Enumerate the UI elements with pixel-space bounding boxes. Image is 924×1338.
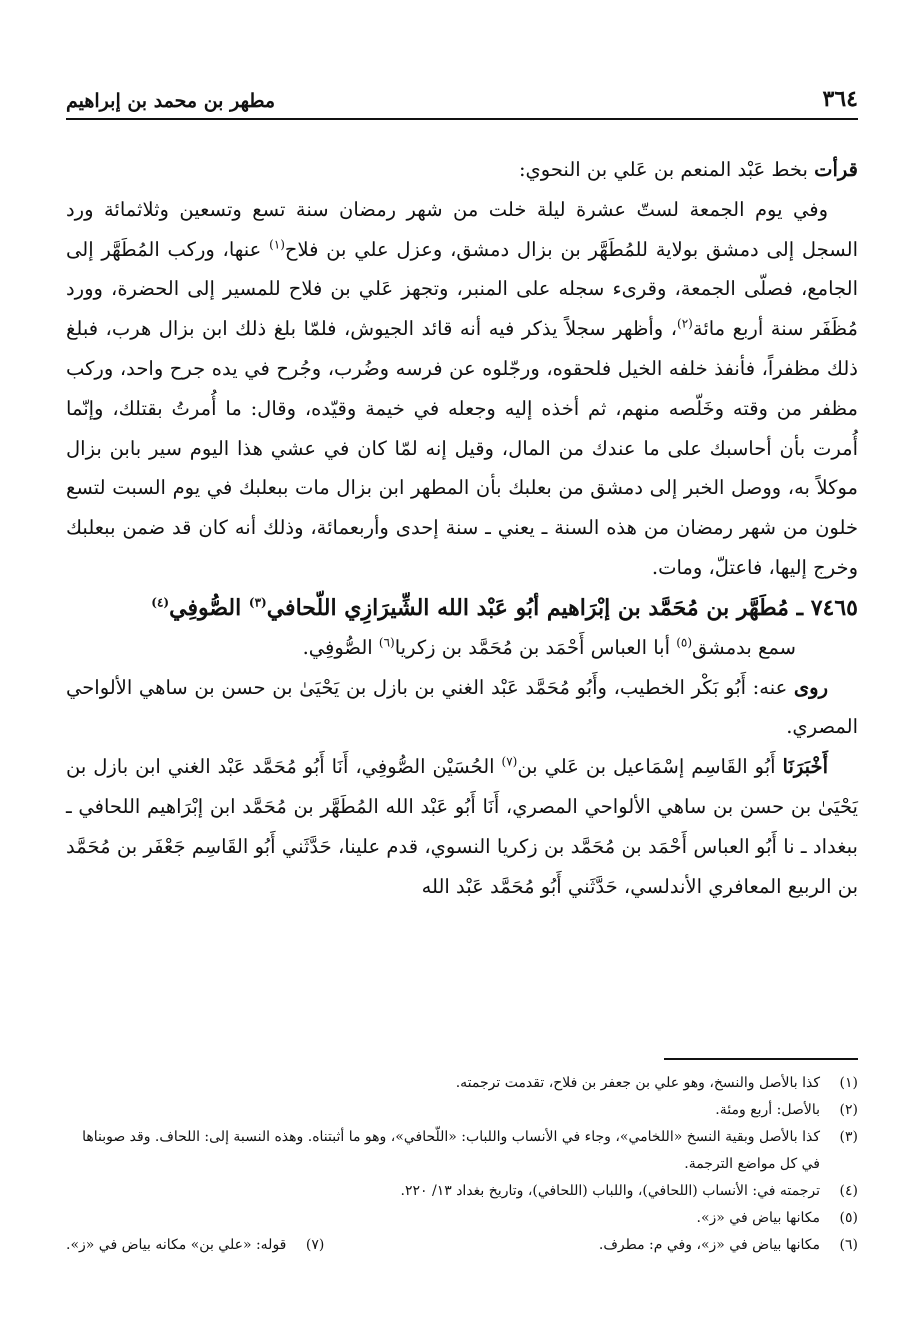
footnote xyxy=(66,1232,324,1259)
footnote-number: (٥) xyxy=(839,1210,858,1226)
footnote-text: كذا بالأصل وبقية النسخ «اللخامي»، وجاء في الأنساب واللباب: «اللّحافي»، وهو ما أثبتناه. وهذه النسبة إلى: اللحاف. وقد صوبناها في كل مواضع الترجمة. xyxy=(82,1129,820,1172)
footnote xyxy=(66,1097,858,1124)
entry-sub-text-3: الصُّوفِي. xyxy=(302,635,379,659)
footnote-text: بالأصل: أربع ومئة. xyxy=(715,1102,820,1118)
intro-text: بخط عَبْد المنعم بن عَلي بن النحوي: xyxy=(518,158,815,181)
footnote xyxy=(66,1070,858,1097)
footnote xyxy=(66,1124,858,1178)
footnote xyxy=(364,1232,858,1259)
footnote-number: (١) xyxy=(839,1075,858,1091)
isnad-lead-word: أَخْبَرَنَا xyxy=(782,755,828,779)
narrative-text-3: ، وأظهر سجلاً يذكر فيه أنه قائد الجيوش، فلمّا بلغ ذلك ابن بزال هرب، فبلغ ذلك مظفراً، فأنفذ خلفه الخيل فلحقوه، ورجّلوه عن فرسه وضُرب، وجُرح في يده جرح واحد، وركب مظفر من وقته وخَلّصه منهم، ثم أخذه إليه وجعله في خيمة وقيّده، وقال: ما أُمرتُ بقتلك، وإنّما أُمرت بأن أحاسبك على ما عندك من المال، وقيل إنه لمّا كان في عشي هذا اليوم سير بابن بزال موكلاً به، ووصل الخبر إلى دمشق من بعلبك بأن المطهر ابن بزال مات ببعلبك في يوم السبت لتسع خلون من شهر رمضان من هذه السنة ـ يعني ـ سنة إحدى وأربعمائة، وذلك أنه كان قد ضمن ببعلبك وخرج إليها، فاعتلّ، ومات. xyxy=(66,317,858,579)
isnad-paragraph xyxy=(66,747,858,906)
rawa-paragraph xyxy=(66,668,858,748)
page-header xyxy=(66,82,858,120)
footnote-ref-6[interactable]: (٦) xyxy=(378,635,395,650)
footnote-number: (٢) xyxy=(839,1102,858,1118)
footnote-number: (٣) xyxy=(839,1129,858,1145)
rawa-text: عنه: أَبُو بَكْر الخطيب، وأَبُو مُحَمَّد عَبْد الغني بن بازل بن يَحْيَىٰ بن حسن بن ساهي الألواحي المصري. xyxy=(66,675,858,739)
rawa-lead-word: روى xyxy=(793,675,828,699)
intro-line xyxy=(66,150,858,190)
footnote-ref-7[interactable]: (٧) xyxy=(501,754,518,769)
entry-heading xyxy=(66,588,858,628)
footnotes xyxy=(66,1070,858,1259)
footnote-text: مكانها بياض في «ز»، وفي م: مطرف. xyxy=(598,1237,820,1253)
footnote xyxy=(66,1205,858,1232)
footnote-ref-2[interactable]: (٢) xyxy=(677,316,693,331)
main-text xyxy=(66,150,858,906)
footnote-text: مكانها بياض في «ز». xyxy=(696,1210,820,1226)
isnad-text-2: الحُسَيْن الصُّوفِي، أَنَا أَبُو مُحَمَّد عَبْد الغني ابن بازل بن يَحْيَىٰ بن حسن بن ساهي الألواحي المصري، أَنَا أَبُو عَبْد الله المُطَهَّر بن مُحَمَّد ابن إبْرَاهيم اللحافي ـ ببغداد ـ نا أَبُو العباس أَحْمَد بن مُحَمَّد بن زكريا النسوي، قدم علينا، حَدَّثَني أَبُو القَاسِم جَعْفَر بن مُحَمَّد بن الربيع المعافري الأندلسي، حَدَّثَني أَبُو مُحَمَّد عَبْد الله xyxy=(66,755,858,898)
footnote-row xyxy=(66,1232,858,1259)
footnote-text: ترجمته في: الأنساب (اللحافي)، واللباب (اللحافي)، وتاريخ بغداد ١٣/ ٢٢٠. xyxy=(400,1183,820,1199)
footnote-number: (٤) xyxy=(839,1183,858,1199)
footnote-ref-1[interactable]: (١) xyxy=(269,237,285,252)
footnote-number: (٧) xyxy=(305,1237,325,1253)
entry-subline xyxy=(66,628,858,668)
footnote-text: كذا بالأصل والنسخ، وهو علي بن جعفر بن فلاح، تقدمت ترجمته. xyxy=(455,1075,820,1091)
running-head: مطهر بن محمد بن إبراهيم xyxy=(66,90,276,112)
intro-lead-word: قرأت xyxy=(814,158,858,181)
narrative-text-1: وفي يوم الجمعة لستّ عشرة ليلة خلت من شهر رمضان سنة تسع وتسعين وثلاثمائة ورد السجل إلى دمشق بولاية للمُطَهَّر بن بزال دمشق، وعزل علي بن فلاح xyxy=(66,197,858,261)
footnote-ref-3[interactable]: (٣) xyxy=(248,595,267,610)
entry-sub-text-1: سمع بدمشق xyxy=(692,635,796,659)
entry-sub-text-2: أبا العباس أَحْمَد بن مُحَمَّد بن زكريا xyxy=(394,635,677,659)
narrative-text-2: عنها، وركب المُطَهَّر إلى الجامع، فصلّى الجمعة، وقرىء سجله على المنبر، وتجهز عَلي بن فلاح للمسير إلى الحضرة، وورد مُظَفَر سنة أربع مائة xyxy=(66,237,859,341)
footnote xyxy=(66,1178,858,1205)
narrative-paragraph xyxy=(66,190,858,588)
footnote-text: قوله: «علي بن» مكانه بياض في «ز». xyxy=(66,1237,287,1253)
page-number: ٣٦٤ xyxy=(822,86,858,112)
footnote-number: (٦) xyxy=(839,1237,858,1253)
footnote-ref-4[interactable]: (٤) xyxy=(151,595,170,610)
entry-heading-text-2: الصُّوفِي xyxy=(169,594,249,621)
isnad-text-1: أَبُو القَاسِم إسْمَاعيل بن عَلي بن xyxy=(517,755,783,779)
footnote-ref-5[interactable]: (٥) xyxy=(676,635,693,650)
footnote-divider xyxy=(664,1058,858,1060)
entry-heading-text-1: ٧٤٦٥ ـ مُطَهَّر بن مُحَمَّد بن إبْرَاهيم أبُو عَبْد الله الشِّيرَازِي اللّحافي xyxy=(266,594,858,621)
